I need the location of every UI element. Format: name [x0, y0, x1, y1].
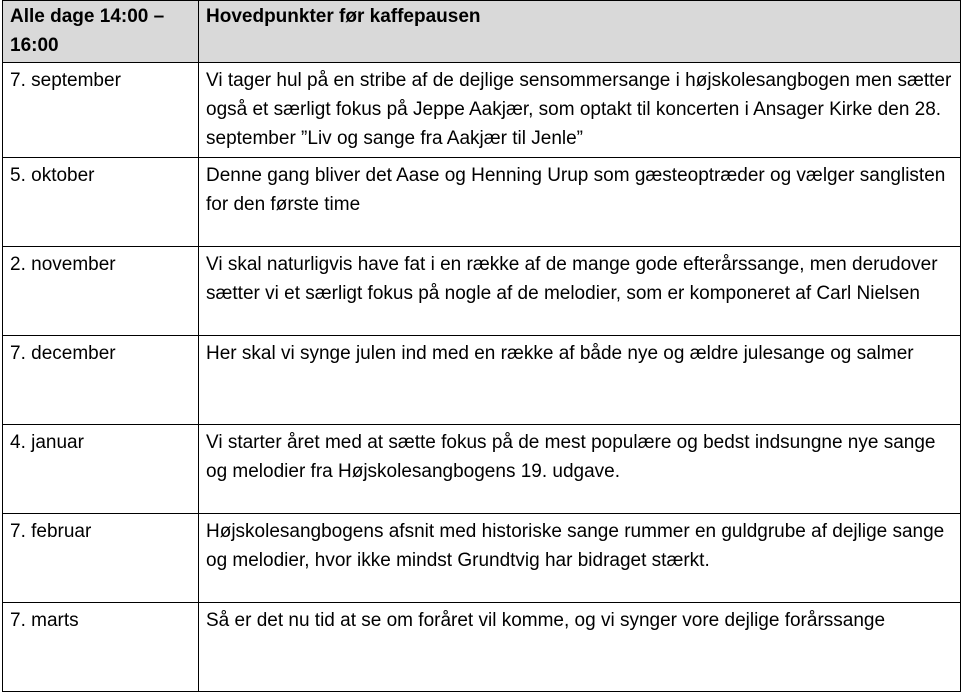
table-row	[3, 603, 961, 692]
date-cell: 4. januar	[3, 425, 199, 514]
table-header-row	[3, 1, 961, 63]
table-row	[3, 158, 961, 247]
header-highlights-cell: Hovedpunkter før kaffepausen	[199, 1, 961, 63]
date-cell: 2. november	[3, 247, 199, 336]
description-cell: Højskolesangbogens afsnit med historiske sange rummer en guldgrube af dejlige sange og melodier, hvor ikke mindst Grundtvig har bidraget stærkt.	[199, 514, 961, 603]
date-cell: 7. december	[3, 336, 199, 425]
date-cell: 7. februar	[3, 514, 199, 603]
table-row	[3, 63, 961, 158]
table-row	[3, 247, 961, 336]
header-time-cell: Alle dage 14:00 – 16:00	[3, 1, 199, 63]
table-row	[3, 425, 961, 514]
table-row	[3, 514, 961, 603]
schedule-table	[2, 0, 961, 692]
description-cell: Så er det nu tid at se om foråret vil komme, og vi synger vore dejlige forårssange	[199, 603, 961, 692]
date-cell: 5. oktober	[3, 158, 199, 247]
description-cell: Vi starter året med at sætte fokus på de mest populære og bedst indsungne nye sange og melodier fra Højskolesangbogens 19. udgave.	[199, 425, 961, 514]
date-cell: 7. september	[3, 63, 199, 158]
date-cell: 7. marts	[3, 603, 199, 692]
description-cell: Denne gang bliver det Aase og Henning Urup som gæsteoptræder og vælger sanglisten for den første time	[199, 158, 961, 247]
description-cell: Her skal vi synge julen ind med en række af både nye og ældre julesange og salmer	[199, 336, 961, 425]
table-row	[3, 336, 961, 425]
description-cell: Vi skal naturligvis have fat i en række af de mange gode efterårssange, men derudover sætter vi et særligt fokus på nogle af de melodier, som er komponeret af Carl Nielsen	[199, 247, 961, 336]
description-cell: Vi tager hul på en stribe af de dejlige sensommersange i højskolesangbogen men sætter også et særligt fokus på Jeppe Aakjær, som optakt til koncerten i Ansager Kirke den 28. september ”Liv og sange fra Aakjær til Jenle”	[199, 63, 961, 158]
